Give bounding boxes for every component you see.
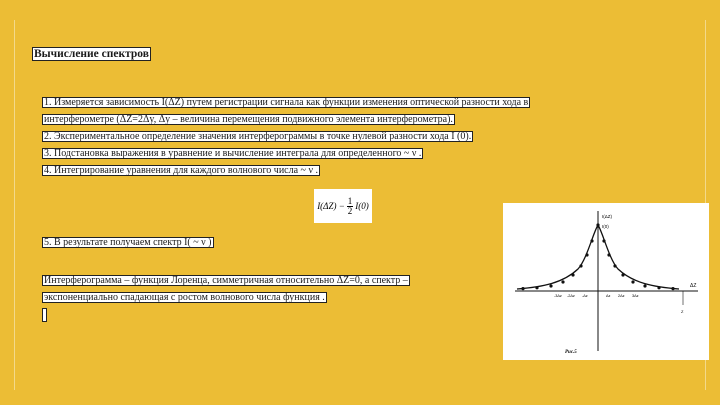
- y-axis-label: I(ΔZ): [602, 214, 613, 219]
- frame-line-left: [14, 20, 15, 390]
- step-1-line-2: интерферометре (ΔZ=2Δy, Δy – величина перемещения подвижного элемента интерферометра).: [44, 114, 453, 125]
- formula: [314, 189, 372, 223]
- right-marker: Z: [681, 309, 684, 314]
- peak-label: I(0): [602, 224, 609, 229]
- tick-label-neg2: -2Δz: [567, 294, 575, 298]
- tick-label-pos1: Δz: [606, 294, 611, 298]
- formula-frac-num: 1: [347, 195, 353, 206]
- lorentz-plot: [503, 203, 709, 360]
- step-5: 5. В результате получаем спектр I( ~ ν ): [44, 237, 212, 248]
- tick-label-pos3: 3Δz: [632, 294, 639, 298]
- slide-title: Вычисление спектров: [34, 48, 149, 60]
- tick-label-pos2: 2Δz: [618, 294, 625, 298]
- conclusion: [42, 274, 492, 308]
- step-1-line-1: 1. Измеряется зависимость I(ΔZ) путем регистрации сигнала как функции изменения оптической разности хода в: [44, 97, 529, 108]
- step-2: 2. Экспериментальное определение значения интерферограммы в точке нулевой разности хода I (0).: [44, 131, 472, 142]
- figure-caption: Рис.5: [565, 350, 577, 355]
- conclusion-line-1: Интерферограмма – функция Лоренца, симметричная относительно ΔZ=0, а спектр –: [44, 275, 408, 286]
- interferogram-figure: [503, 203, 709, 360]
- steps-list: [42, 96, 642, 181]
- formula-frac-den: 2: [347, 205, 353, 216]
- formula-rhs: I(0): [355, 201, 369, 211]
- step-4: 4. Интегрирование уравнения для каждого волнового числа ~ ν .: [44, 165, 318, 176]
- formula-fraction: [347, 197, 354, 216]
- formula-lhs: I(ΔZ) −: [317, 201, 345, 211]
- x-axis-label: ΔZ: [690, 283, 697, 289]
- tick-label-neg3: -3Δz: [554, 294, 562, 298]
- step-3: 3. Подстановка выражения в уравнение и вычисление интеграла для определенного ~ ν .: [44, 148, 422, 159]
- text-cursor: [43, 309, 46, 321]
- tick-label-neg1: -Δz: [582, 294, 588, 298]
- conclusion-line-2: экспоненциально спадающая с ростом волнового числа функция .: [44, 292, 325, 303]
